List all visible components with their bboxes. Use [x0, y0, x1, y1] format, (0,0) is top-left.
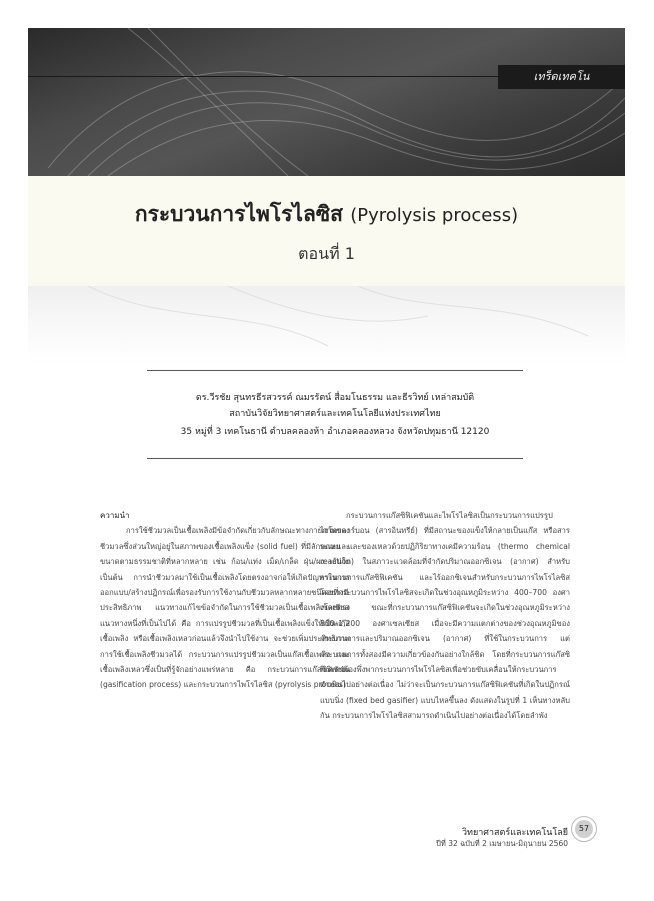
author-rule-top: [147, 370, 523, 371]
banner-divider-line: [28, 76, 498, 77]
banner-swirl-graphic: [28, 28, 625, 176]
article-title-english: (Pyrolysis process): [350, 205, 519, 226]
author-rule-bottom: [147, 458, 523, 459]
body-column-left: [100, 508, 350, 693]
decorative-fade: [28, 286, 625, 366]
author-names: ดร.วีรชัย สุนทรธีรสวรรค์ ณมรรัตน์ สื่อมโนธรรม และธีรวิทย์ เหล่าสมบัติ: [195, 393, 475, 403]
page-number: 57: [575, 820, 593, 838]
article-title: [28, 198, 625, 231]
section-heading: ความนำ: [100, 511, 130, 520]
footer-journal-name: วิทยาศาสตร์และเทคโนโลยี: [461, 828, 568, 838]
fade-strands-graphic: [28, 286, 625, 366]
section-tag: เทร็ดเทคโน: [498, 65, 625, 89]
paragraph-intro: การใช้ชีวมวลเป็นเชื้อเพลิงมีข้อจำกัดเกี่ยวกับลักษณะทางกายภาพของชีวมวลซึ่งส่วนใหญ่อยู่ในสภาพของเชื้อเพลิงแข็ง (solid fuel) ที่มีลักษณะและขนาดตามธรรมชาติที่หลากหลาย เช่น ก้อน/แท่ง เม็ด/เกล็ด ฝุ่น/ผง เส้นใย เป็นต้น การนำชีวมวลมาใช้เป็นเชื้อเพลิงโดยตรงอาจก่อให้เกิดปัญหาในการออกแบบ/สร้างปฏิกรณ์เพื่อรองรับการใช้งานกับชีวมวลหลากหลายชนิดอย่างมีประสิทธิภาพ แนวทางแก้ไขข้อจำกัดในการใช้ชีวมวลเป็นเชื้อเพลิงโดยตรงแนวทางหนึ่งที่เป็นไปได้ คือ การแปรรูปชีวมวลที่เป็นเชื้อเพลิงแข็งให้เป็นแก๊สเชื้อเพลิง หรือเชื้อเพลิงเหลวก่อนแล้วจึงนำไปใช้งาน จะช่วยเพิ่มประสิทธิภาพการใช้เชื้อเพลิงชีวมวลได้ กระบวนการแปรรูปชีวมวลเป็นแก๊สเชื้อเพลิง และเชื้อเพลิงเหลวซึ่งเป็นที่รู้จักอย่างแพร่หลาย คือ กระบวนการแก๊สซิฟิเคชัน (gasification process) และกระบวนการไพโรไลซิส (pyrolysis process): [100, 526, 350, 690]
body-column-right: [320, 508, 570, 724]
author-address: 35 หมู่ที่ 3 เทคโนธานี ตำบลคลองห้า อำเภอคลองหลวง จังหวัดปทุมธานี 12120: [180, 427, 490, 437]
author-institution: สถาบันวิจัยวิทยาศาสตร์และเทคโนโลยีแห่งประเทศไทย: [229, 409, 441, 419]
header-banner: [28, 28, 625, 176]
article-part-label: ตอนที่ 1: [298, 244, 355, 263]
footer-issue-info: ปีที่ 32 ฉบับที่ 2 เมษายน-มิถุนายน 2560: [436, 839, 568, 848]
title-band: [28, 176, 625, 286]
paragraph-processes: กระบวนการแก๊สซิฟิเคชันและไพโรไลซิสเป็นกระบวนการแปรรูปไฮโดรคาร์บอน (สารอินทรีย์) ที่มีสถานะของแข็งให้กลายเป็นแก๊ส หรือสารระเหย และของเหลวด้วยปฏิกิริยาทางเคมีความร้อน (thermo chemical reaction) ในสภาวะแวดล้อมที่จำกัดปริมาณออกซิเจน (อากาศ) สำหรับกระบวนการแก๊สซิฟิเคชัน และไร้ออกซิเจนสำหรับกระบวนการไพโรไลซิส โดยที่กระบวนการไพโรไลซิสจะเกิดในช่วงอุณหภูมิระหว่าง 400–700 องศาเซลเซียส ขณะที่กระบวนการแก๊สซิฟิเคชันจะเกิดในช่วงอุณหภูมิระหว่าง 800–1,200 องศาเซลเซียส เมื่อจะมีความแตกต่างของช่วงอุณหภูมิของกระบวนการและปริมาณออกซิเจน (อากาศ) ที่ใช้ในกระบวนการ แต่กระบวนการทั้งสองมีความเกี่ยวข้องกันอย่างใกล้ชิด โดยที่กระบวนการแก๊สซิฟิเคชันต้องพึ่งพากระบวนการไพโรไลซิสเพื่อช่วยขับเคลื่อนให้กระบวนการดำเนินไปอย่างต่อเนื่อง ไม่ว่าจะเป็นกระบวนการแก๊สซิฟิเคชันที่เกิดในปฏิกรณ์แบบนิ่ง (fixed bed gasifier) แบบไหลขึ้นลง ดังแสดงในรูปที่ 1 เห็นทางหลับกัน กระบวนการไพโรไลซิสสามารถดำเนินไปอย่างต่อเนื่องได้โดยลำพัง: [320, 511, 570, 721]
article-title-thai: กระบวนการไพโรไลซิส: [134, 202, 343, 226]
